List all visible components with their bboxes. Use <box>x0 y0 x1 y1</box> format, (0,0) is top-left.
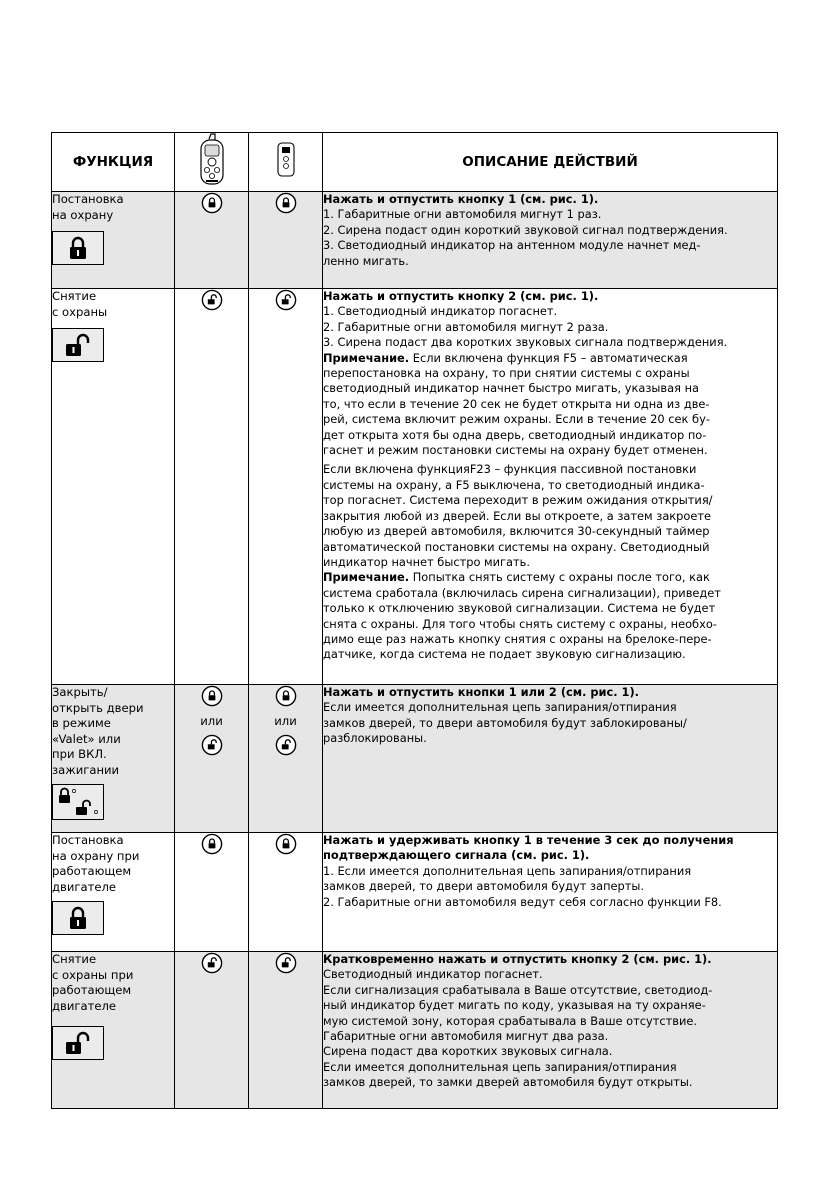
action-title: Нажать и отпустить кнопки 1 или 2 (см. рис. 1). <box>323 685 640 699</box>
desc-line: 3. Сирена подаст два коротких звуковых сигнала подтверждения. <box>323 335 728 350</box>
description-cell <box>323 289 778 685</box>
desc-line: 1. Габаритные огни автомобиля мигнут 1 раз. <box>323 207 602 222</box>
function-label: Закрыть/ <box>52 685 108 699</box>
function-label: с охраны при <box>52 967 134 982</box>
desc-line: 2. Габаритные огни автомобиля ведут себя согласно функции F8. <box>323 894 722 909</box>
desc-line: рей, система включит режим охраны. Если в течение 20 сек бу- <box>323 412 710 427</box>
function-label: Постановка <box>52 833 124 847</box>
function-label: открыть двери <box>52 700 144 715</box>
function-label: двигателе <box>52 998 117 1013</box>
main-remote-button-cell <box>175 685 249 833</box>
functions-table <box>51 132 778 1109</box>
desc-line: замков дверей, то двери автомобиля будут заблокированы/ <box>323 715 687 730</box>
function-label: Снятие <box>52 952 97 966</box>
desc-line: индикатор начнет быстро мигать. <box>323 554 530 569</box>
desc-line: датчике, когда система не подает звуковую сигнализацию. <box>323 647 686 662</box>
description-cell <box>323 952 778 1109</box>
desc-line: ленно мигать. <box>323 253 409 268</box>
desc-line: перепостановка на охрану, то при снятии системы с охраны <box>323 366 690 381</box>
function-label: с охраны <box>52 304 108 319</box>
main-remote-header <box>175 133 249 192</box>
function-cell <box>52 685 175 833</box>
spare-remote-icon <box>274 140 298 180</box>
function-label: Снятие <box>52 289 97 303</box>
description-header: ОПИСАНИЕ ДЕЙСТВИЙ <box>323 133 778 192</box>
function-label: зажигании <box>52 762 120 777</box>
action-title: Нажать и отпустить кнопку 2 (см. рис. 1). <box>323 289 599 303</box>
desc-line: автоматической постановки системы на охрану. Светодиодный <box>323 539 710 554</box>
main-remote-button-cell <box>175 952 249 1109</box>
main-remote-button-cell <box>175 192 249 289</box>
function-label: работающем <box>52 864 132 878</box>
note-line <box>323 570 777 585</box>
desc-line: Если включена функцияF23 – функция пассивной постановки <box>323 462 697 477</box>
desc-line: разблокированы. <box>323 731 427 746</box>
note-label: Примечание. <box>323 570 410 585</box>
lock-button-icon <box>201 685 223 707</box>
desc-line: замков дверей, то двери автомобиля будут заперты. <box>323 879 645 894</box>
action-title: подтверждающего сигнала (см. рис. 1). <box>323 848 590 863</box>
action-title: Кратковременно нажать и отпустить кнопку 2 (см. рис. 1). <box>323 952 712 966</box>
desc-line: Габаритные огни автомобиля мигнут два раза. <box>323 1029 609 1044</box>
description-cell <box>323 685 778 833</box>
main-remote-with-display-icon <box>197 133 227 187</box>
table-row <box>52 685 778 833</box>
desc-line: светодиодный индикатор начнет быстро мигать, указывая на <box>323 381 700 396</box>
function-label: «Valet» или <box>52 731 121 746</box>
desc-line: то, что если в течение 20 сек не будет открыта ни одна из две- <box>323 396 710 411</box>
spare-remote-button-cell <box>249 192 323 289</box>
unlock-button-icon <box>275 952 297 974</box>
desc-line: система сработала (включилась сирена сигнализации), приведет <box>323 585 721 600</box>
desc-line: ный индикатор будет мигать по коду, указывая на ту охраняе- <box>323 998 706 1013</box>
function-cell <box>52 833 175 952</box>
desc-line: Светодиодный индикатор погаснет. <box>323 967 543 982</box>
desc-line: любую из дверей автомобиля, включится 30-секундный таймер <box>323 524 710 539</box>
desc-line: 3. Светодиодный индикатор на антенном модуле начнет мед- <box>323 238 701 253</box>
function-label: при ВКЛ. <box>52 747 107 761</box>
function-cell <box>52 952 175 1109</box>
table-row <box>52 289 778 685</box>
table-row <box>52 833 778 952</box>
unlock-button-icon <box>201 734 223 756</box>
locked-padlock-icon <box>52 231 104 265</box>
desc-line: тор погаснет. Система переходит в режим ожидания открытия/ <box>323 493 713 508</box>
lock-button-icon <box>275 833 297 855</box>
table-header <box>52 133 778 192</box>
function-label: на охрану <box>52 207 114 222</box>
desc-line: дет открыта хотя бы одна дверь, светодиодный индикатор по- <box>323 427 707 442</box>
desc-line: Если сигнализация срабатывала в Ваше отсутствие, светодиод- <box>323 982 713 997</box>
unlock-button-icon <box>201 952 223 974</box>
unlock-button-icon <box>201 289 223 311</box>
lock-unlock-combined-icon <box>52 784 104 820</box>
desc-line: замков дверей, то замки дверей автомобиля будут открыты. <box>323 1075 693 1090</box>
lock-button-icon <box>201 192 223 214</box>
desc-line: снята с охраны. Для того чтобы снять систему с охраны, необхо- <box>323 616 717 631</box>
spare-remote-button-cell <box>249 289 323 685</box>
function-cell <box>52 192 175 289</box>
function-cell <box>52 289 175 685</box>
note-line <box>323 351 777 366</box>
desc-line: 1. Светодиодный индикатор погаснет. <box>323 304 558 319</box>
function-header: ФУНКЦИЯ <box>52 133 175 192</box>
desc-line: закрытия любой из дверей. Если вы откроете, а затем закроете <box>323 508 712 523</box>
function-label: на охрану при <box>52 848 140 863</box>
or-label: или <box>274 714 297 728</box>
main-remote-button-cell <box>175 289 249 685</box>
description-cell <box>323 192 778 289</box>
locked-padlock-icon <box>52 901 104 935</box>
action-title: Нажать и отпустить кнопку 1 (см. рис. 1). <box>323 192 599 206</box>
function-label: в режиме <box>52 716 111 730</box>
note-text: Если включена функция F5 – автоматическая <box>409 350 688 365</box>
desc-line: Сирена подаст два коротких звуковых сигнала. <box>323 1044 613 1059</box>
function-label: работающем <box>52 983 132 997</box>
main-remote-button-cell <box>175 833 249 952</box>
spare-remote-button-cell <box>249 685 323 833</box>
note-text: Попытка снять систему с охраны после того, как <box>409 570 710 585</box>
desc-line: Если имеется дополнительная цепь запирания/отпирания <box>323 700 677 715</box>
spare-remote-button-cell <box>249 833 323 952</box>
action-title: Нажать и удерживать кнопку 1 в течение 3 сек до получения <box>323 833 734 847</box>
note-label: Примечание. <box>323 350 410 365</box>
desc-line: 2. Сирена подаст один короткий звуковой сигнал подтверждения. <box>323 222 728 237</box>
table-row <box>52 952 778 1109</box>
desc-line: гаснет и режим постановки системы на охрану будет отменен. <box>323 443 708 458</box>
unlocked-padlock-icon <box>52 328 104 362</box>
spare-remote-button-cell <box>249 952 323 1109</box>
desc-line: димо еще раз нажать кнопку снятия с охраны на брелоке-пере- <box>323 631 712 646</box>
desc-line: 2. Габаритные огни автомобиля мигнут 2 раза. <box>323 319 609 334</box>
desc-line: только к отключению звуковой сигнализации. Система не будет <box>323 601 716 616</box>
lock-button-icon <box>275 192 297 214</box>
desc-line: мую системой зону, которая срабатывала в Ваше отсутствие. <box>323 1013 698 1028</box>
lock-button-icon <box>201 833 223 855</box>
unlock-button-icon <box>275 734 297 756</box>
lock-button-icon <box>275 685 297 707</box>
unlock-button-icon <box>275 289 297 311</box>
or-label: или <box>200 714 223 728</box>
description-cell <box>323 833 778 952</box>
function-label: Постановка <box>52 192 124 206</box>
desc-line: 1. Если имеется дополнительная цепь запирания/отпирания <box>323 863 692 878</box>
unlocked-padlock-icon <box>52 1026 104 1060</box>
desc-line: системы на охрану, а F5 выключена, то светодиодный индика- <box>323 477 705 492</box>
desc-line: Если имеется дополнительная цепь запирания/отпирания <box>323 1059 677 1074</box>
spare-remote-header <box>249 133 323 192</box>
table-row <box>52 192 778 289</box>
function-label: двигателе <box>52 879 117 894</box>
